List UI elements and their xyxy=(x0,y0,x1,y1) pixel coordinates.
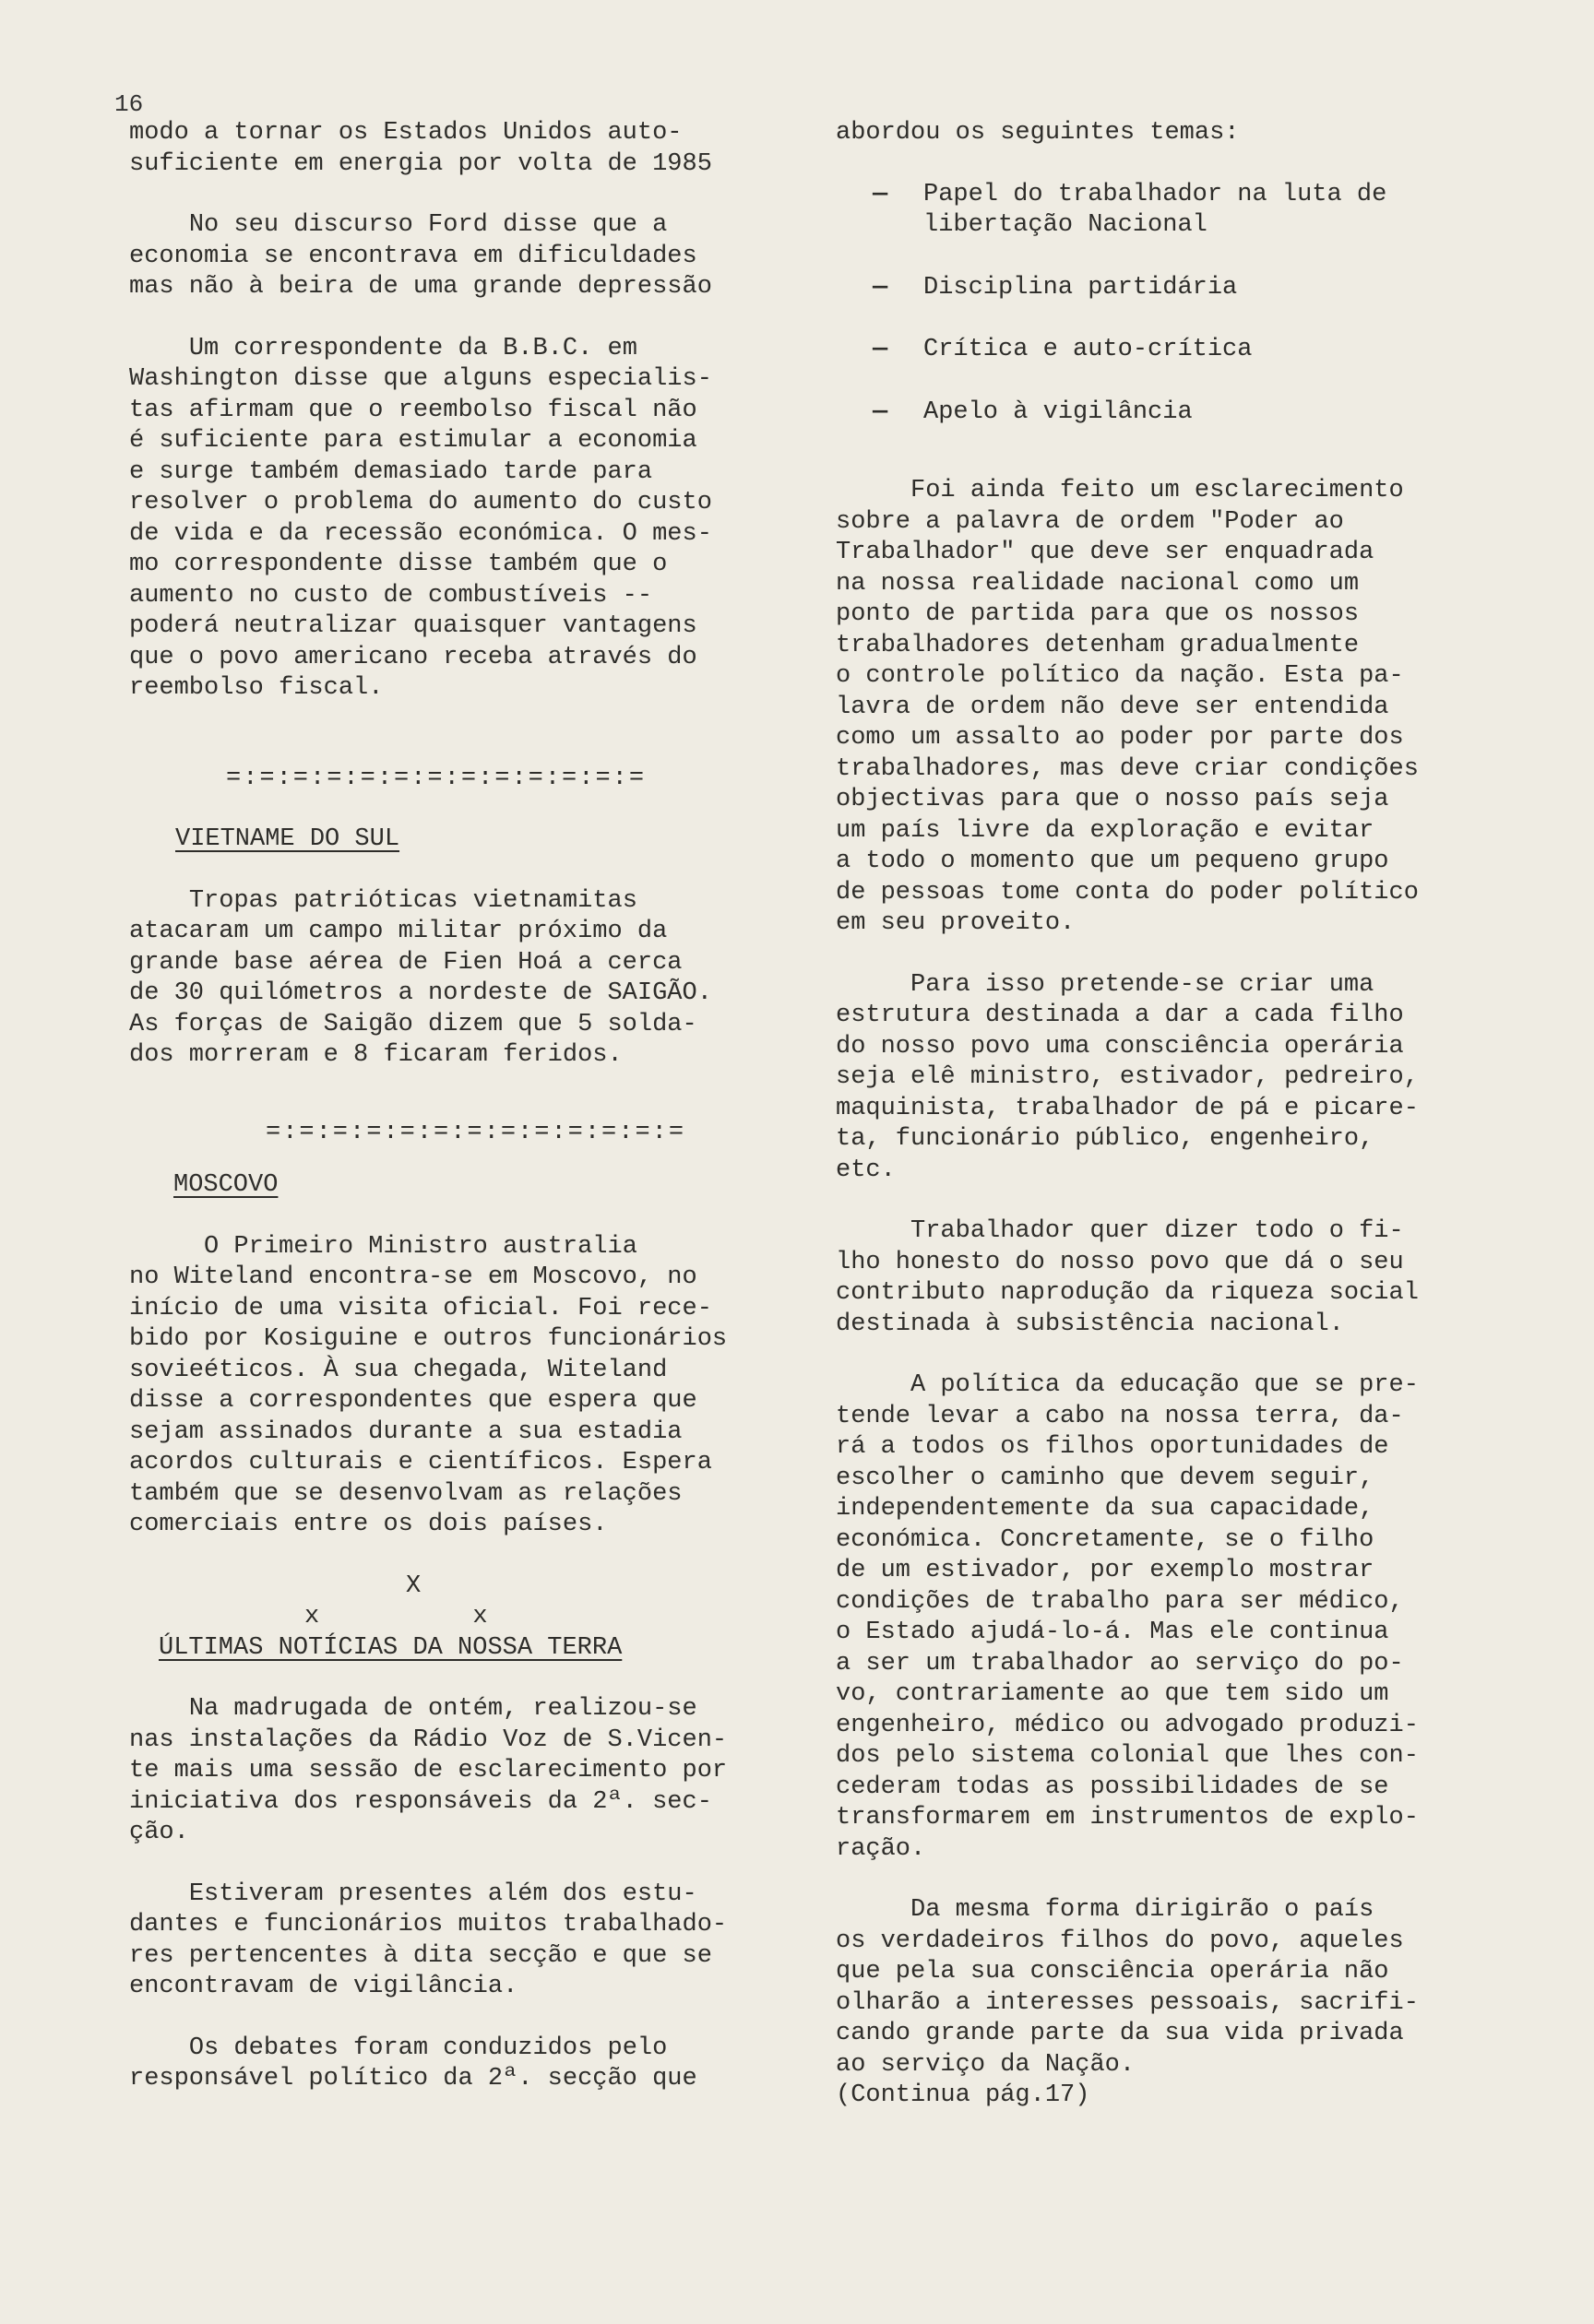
paragraph-moscovo: O Primeiro Ministro australia no Witeland encontra-se em Moscovo, no início de uma visita oficial. Foi rece- bido por Kosiguine e outros funcionários sovieéticos. À sua chegada, Witeland disse a correspondentes que espera que sejam assinados durante a sua estadia acordos culturais e científicos. Espera também que se desenvolvam as relações comerciais entre os dois países. xyxy=(129,1232,728,1538)
list-item-text: Disciplina partidária xyxy=(923,273,1238,302)
list-item xyxy=(873,273,1491,304)
list-item-text: Papel do trabalhador na luta de libertação Nacional xyxy=(923,180,1387,239)
heading-moscovo: MOSCOVO xyxy=(173,1171,279,1199)
page-number: 16 xyxy=(114,90,144,118)
paragraph-trabalhador-definicao: Trabalhador quer dizer todo o fi- lho honesto do nosso povo que dá o seu contributo naprodução da riqueza social destinada à subsistência nacional. xyxy=(836,1217,1419,1338)
x-divider-mark: X xyxy=(406,1571,422,1600)
list-item xyxy=(873,335,1491,366)
paragraph-ford-discurso: No seu discurso Ford disse que a economia se encontrava em dificuldades mas não à beira de uma grande depressão xyxy=(129,211,712,301)
paragraph-temas-intro: abordou os seguintes temas: xyxy=(836,119,1240,147)
x-divider-marks: x x xyxy=(304,1603,488,1630)
heading-ultimas-noticias: ÚLTIMAS NOTÍCIAS DA NOSSA TERRA xyxy=(159,1633,623,1662)
paragraph-poder-ao-trabalhador: Foi ainda feito um esclarecimento sobre a palavra de ordem "Poder ao Trabalhador" que deve ser enquadrada na nossa realidade nacional como um ponto de partida para que os nossos trabalhadores detenham gradualmente o controle político da nação. Esta pa- lavra de ordem não deve ser entendida como um assalto ao poder por parte dos trabalhadores, mas deve criar condições objectivas para que o nosso país seja um país livre da exploração e evitar a todo o momento que um pequeno grupo de pessoas tome conta do poder político em seu proveito. xyxy=(836,477,1419,937)
left-column xyxy=(129,118,793,2095)
right-column xyxy=(836,118,1491,2112)
paragraph-dirigirao: Da mesma forma dirigirão o país os verdadeiros filhos do povo, aqueles que pela sua consciência operária não olharão a interesses pessoais, sacrifi- cando grande parte da sua vida privada ao serviço da Nação. xyxy=(836,1896,1419,2079)
paragraph-estrutura: Para isso pretende-se criar uma estrutura destinada a dar a cada filho do nosso povo uma consciência operária seja elê ministro, estivador, pedreiro, maquinista, trabalhador de pá e picare- ta, funcionário público, engenheiro, etc. xyxy=(836,970,1419,1184)
dash-bullet: — xyxy=(873,397,888,426)
paragraph-estiveram-presentes: Estiveram presentes além dos estu- dantes e funcionários muitos trabalhado- res pertencentes à dita secção e que se encontravam de vigilância. xyxy=(129,1879,728,2000)
paragraph-bbc: Um correspondente da B.B.C. em Washington disse que alguns especialis- tas afirmam que o reembolso fiscal não é suficiente para estimular a economia e surge também demasiado tarde para resolver o problema do aumento do custo de vida e da recessão económica. O mes- mo correspondente disse também que o aumento no custo de combustíveis -- poderá neutralizar quaisquer vantagens que o povo americano receba através do reembolso fiscal. xyxy=(129,334,712,702)
dash-bullet: — xyxy=(873,336,888,363)
list-item-text: Apelo à vigilância xyxy=(923,397,1193,426)
continua-note: (Continua pág.17) xyxy=(836,2081,1090,2109)
paragraph-educacao: A política da educação que se pre- tende levar a cabo na nossa terra, da- rá a todos os filhos oportunidades de escolher o caminho que devem seguir, independentemente da sua capacidade, económica. Concretamente, se o filho de um estivador, por exemplo mostrar condições de trabalho para ser médico, o Estado ajudá-lo-á. Mas ele continua a ser um trabalhador ao serviço do po- vo, contrariamente ao que tem sido um engenheiro, médico ou advogado produzi- dos pelo sistema colonial que lhes con- cederam todas as possibilidades de se transformarem em instrumentos de explo- ração. xyxy=(836,1371,1419,1863)
paragraph-vietname: Tropas patrióticas vietnamitas atacaram um campo militar próximo da grande base aérea de Fien Hoá a cerca de 30 quilómetros a nordeste de SAIGÃO. As forças de Saigão dizem que 5 solda- dos morreram e 8 ficaram feridos. xyxy=(129,886,712,1069)
paragraph-debates: Os debates foram conduzidos pelo responsável político da 2ª. secção que xyxy=(129,2034,697,2093)
heading-vietname-do-sul: VIETNAME DO SUL xyxy=(175,825,400,853)
separator-line: =:=:=:=:=:=:=:=:=:=:=:=:= xyxy=(266,1118,686,1146)
paragraph-energia: modo a tornar os Estados Unidos auto- suficiente em energia por volta de 1985 xyxy=(129,119,712,178)
paragraph-madrugada: Na madrugada de ontém, realizou-se nas instalações da Rádio Voz de S.Vicen- te mais uma sessão de esclarecimento por iniciativa dos responsáveis da 2ª. sec- ção. xyxy=(129,1695,728,1846)
topics-list xyxy=(836,180,1491,429)
dash-bullet: — xyxy=(873,180,888,208)
separator-line: =:=:=:=:=:=:=:=:=:=:=:=:= xyxy=(226,764,647,792)
list-item xyxy=(873,397,1491,429)
list-item-text: Crítica e auto-crítica xyxy=(923,336,1253,363)
list-item xyxy=(873,180,1491,242)
dash-bullet: — xyxy=(873,273,888,302)
